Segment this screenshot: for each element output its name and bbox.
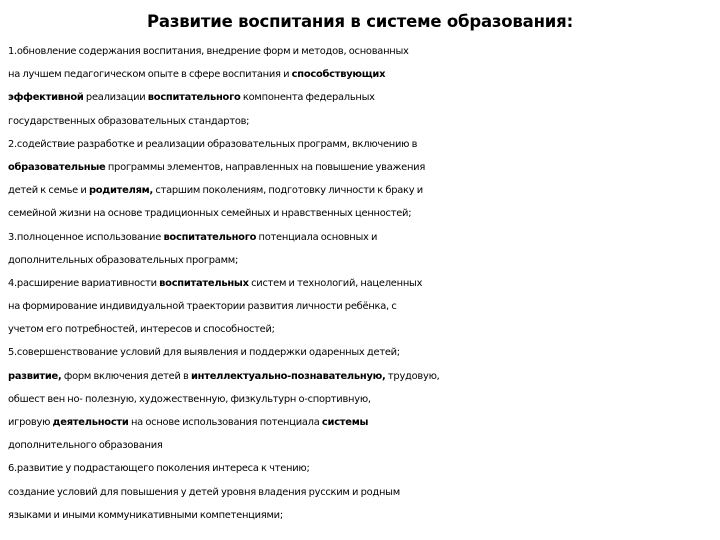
text-line bbox=[8, 226, 716, 249]
text-line bbox=[8, 249, 716, 272]
text-line bbox=[8, 86, 716, 109]
text-line bbox=[8, 179, 716, 202]
bold-text: образовательные bbox=[8, 161, 106, 173]
bold-text: воспитательных bbox=[159, 277, 249, 289]
text-segment: старшим поколениям, подготовку личности к браку и bbox=[153, 185, 423, 197]
text-segment: систем и технологий, нацеленных bbox=[248, 277, 423, 289]
bold-text: эффективной bbox=[8, 92, 84, 104]
bold-text: родителям, bbox=[88, 185, 154, 197]
text-line bbox=[8, 40, 716, 63]
text-segment: потенциала основных и bbox=[256, 231, 378, 243]
text-line bbox=[8, 481, 716, 504]
text-segment: программы элементов, направленных на повышение уважения bbox=[105, 161, 426, 173]
text-segment: на основе использования потенциала bbox=[128, 417, 322, 428]
text-segment: создание условий для повышения у детей уровня владения русским и родным bbox=[8, 486, 400, 498]
text-segment: на лучшем педагогическом опыте в сфере воспитания и bbox=[8, 69, 292, 81]
bold-text: развитие, bbox=[8, 370, 62, 382]
text-segment: дополнительного образования bbox=[8, 440, 163, 452]
text-segment: компонента федеральных bbox=[240, 92, 375, 104]
bold-text: воспитательного bbox=[163, 231, 257, 243]
bold-text: деятельности bbox=[52, 417, 129, 428]
text-segment: трудовую, bbox=[385, 370, 440, 382]
text-segment: 1.обновление содержания воспитания, внедрение форм и методов, основанных bbox=[8, 46, 409, 57]
text-line bbox=[8, 272, 716, 295]
text-line bbox=[8, 110, 716, 133]
text-segment: игровую bbox=[8, 417, 53, 428]
slide-title: Развитие воспитания в системе образования: bbox=[147, 12, 573, 31]
slide-body-text bbox=[8, 40, 716, 527]
text-line bbox=[8, 411, 716, 434]
text-segment: 3.полноценное использование bbox=[8, 231, 164, 243]
text-segment: языками и иными коммуникативными компетенциями; bbox=[8, 509, 283, 521]
text-segment: 6.развитие у подрастающего поколения интереса к чтению; bbox=[8, 463, 310, 475]
text-segment: 5.совершенствование условий для выявления и поддержки одаренных детей; bbox=[8, 347, 400, 359]
text-line bbox=[8, 365, 716, 388]
bold-text: способствующих bbox=[291, 69, 386, 81]
text-line bbox=[8, 318, 716, 341]
text-line bbox=[8, 156, 716, 179]
text-segment: 2.содействие разработке и реализации образовательных программ, включению в bbox=[8, 138, 418, 150]
bold-text: интеллектуально-познавательную, bbox=[190, 370, 386, 382]
text-line bbox=[8, 434, 716, 457]
text-line bbox=[8, 504, 716, 527]
text-segment: форм включения детей в bbox=[61, 370, 191, 382]
text-segment: 4.расширение вариативности bbox=[8, 277, 160, 289]
text-line bbox=[8, 202, 716, 225]
text-segment: на формирование индивидуальной траектории развития личности ребёнка, с bbox=[8, 301, 397, 313]
text-segment: учетом его потребностей, интересов и способностей; bbox=[8, 324, 275, 336]
text-segment: дополнительных образовательных программ; bbox=[8, 254, 239, 266]
text-line bbox=[8, 388, 716, 411]
bold-text: системы bbox=[321, 417, 369, 428]
text-segment: государственных образовательных стандартов; bbox=[8, 115, 250, 127]
text-segment: детей к семье и bbox=[8, 185, 89, 197]
text-line bbox=[8, 457, 716, 480]
text-segment: реализации bbox=[83, 92, 148, 104]
text-line bbox=[8, 63, 716, 86]
text-segment: семейной жизни на основе традиционных семейных и нравственных ценностей; bbox=[8, 208, 412, 220]
bold-text: воспитательного bbox=[147, 92, 241, 104]
text-line bbox=[8, 295, 716, 318]
text-line bbox=[8, 341, 716, 364]
text-line bbox=[8, 133, 716, 156]
text-segment: обшест вен но- полезную, художественную, физкультурн о-спортивную, bbox=[8, 393, 371, 405]
